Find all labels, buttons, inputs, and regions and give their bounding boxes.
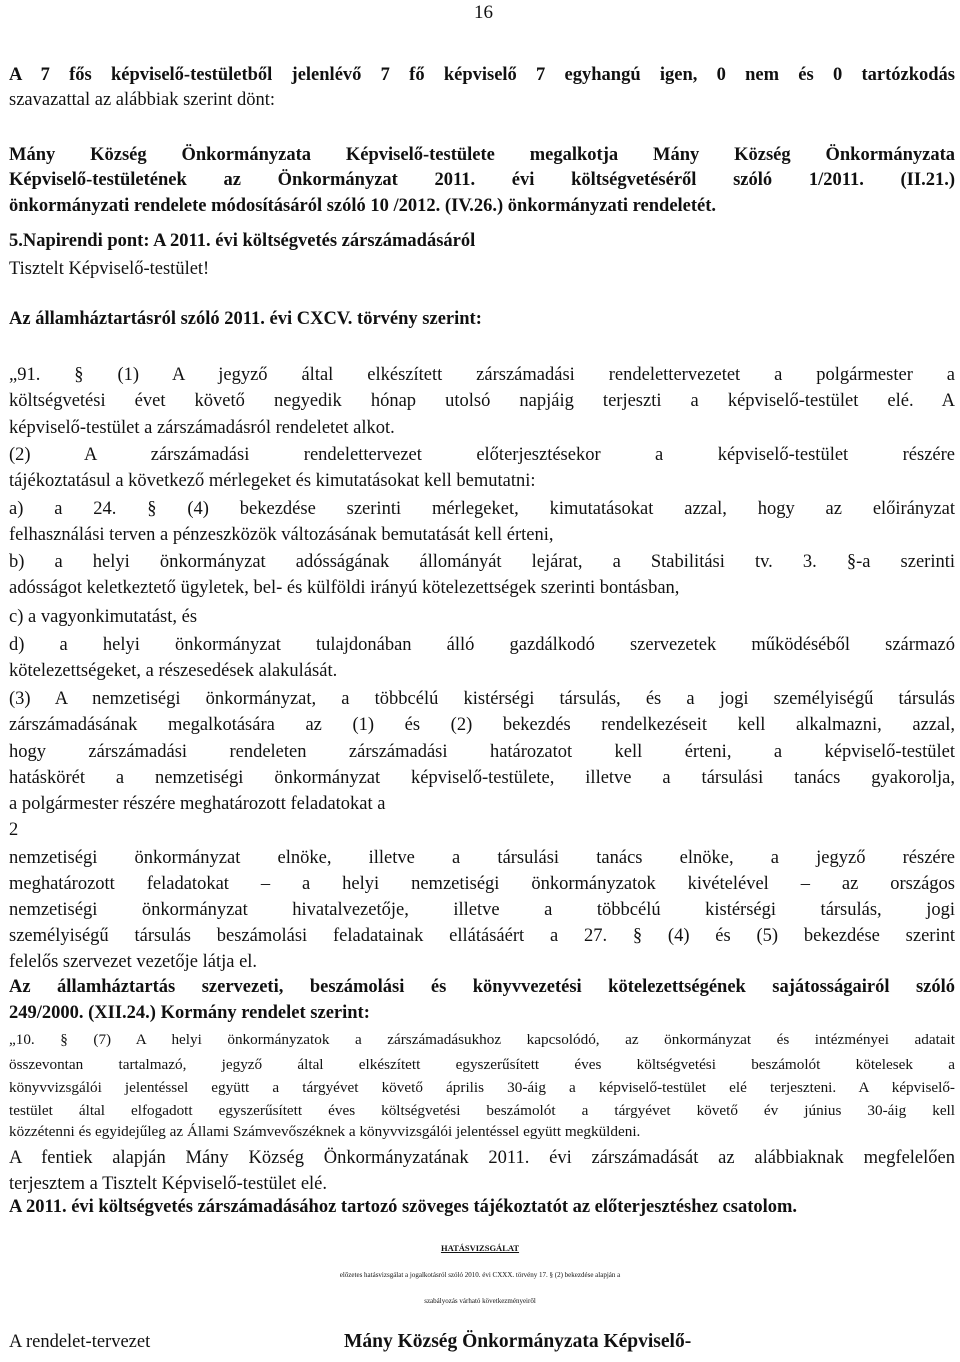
text-line: hogy zárszámadási rendeleten zárszámadási határozatot kell érteni, a képviselő-testület xyxy=(9,742,955,762)
text-line: összevontan tartalmazó, jegyző által elkészített egyszerűsített éves költségvetési beszámolót kötelesek a xyxy=(9,1056,955,1073)
footer-left: A rendelet-tervezet xyxy=(9,1332,151,1352)
text-line: könyvvizsgálói jelentéssel együtt a tárgyévet követő április 30-áig a képviselő-testület elé terjeszteni. A képviselő- xyxy=(9,1079,955,1096)
text-line: terjesztem a Tisztelt Képviselő-testület elé. xyxy=(9,1174,328,1194)
impact-assessment-line: szabályozás várható következményeiről xyxy=(424,1297,536,1305)
text-line: b) a helyi önkormányzat adósságának állományát lejárat, a Stabilitási tv. 3. §-a szerinti xyxy=(9,552,955,572)
impact-assessment-line: előzetes hatásvizsgálat a jogalkotásról szóló 2010. évi CXXX. törvény 17. § (2) bekezdése alapján a xyxy=(339,1271,621,1279)
text-line: a polgármester részére meghatározott feladatokat a xyxy=(9,794,386,814)
text-line: meghatározott feladatokat – a helyi nemzetiségi önkormányzatok kivételével – az országos xyxy=(9,874,955,894)
text-line: A 7 fős képviselő-testületből jelenlévő 7 fő képviselő 7 egyhangú igen, 0 nem és 0 tartózkodás xyxy=(9,65,955,85)
text-line: közzétenni és egyidejűleg az Állami Számvevőszéknek a könyvvizsgálói jelentéssel együtt megküldeni. xyxy=(9,1123,641,1140)
footer-right: Mány Község Önkormányzata Képviselő- xyxy=(344,1331,692,1352)
text-line: képviselő-testület a zárszámadásról rendeletet alkot. xyxy=(9,418,395,438)
text-line: Az államháztartás szervezeti, beszámolási és könyvvezetési kötelezettségének sajátosságairól szóló xyxy=(9,977,955,997)
text-line: nemzetiségi önkormányzat elnöke, illetve a társulási tanács elnöke, a jegyző részére xyxy=(9,848,955,868)
text-line: A fentiek alapján Mány Község Önkormányzatának 2011. évi zárszámadását az alábbiaknak megfelelően xyxy=(9,1148,955,1168)
text-line: (3) A nemzetiségi önkormányzat, a többcélú kistérségi társulás, és a jogi személyiségű társulás xyxy=(9,689,955,709)
text-line: önkormányzati rendelete módosításáról szóló 10 /2012. (IV.26.) önkormányzati rendeletét. xyxy=(9,196,717,216)
text-line: Az államháztartásról szóló 2011. évi CXCV. törvény szerint: xyxy=(9,309,482,329)
page-number: 16 xyxy=(474,2,493,23)
text-line: adósságot keletkeztető ügyletek, bel- és külföldi irányú kötelezettségek szerinti bontásban, xyxy=(9,578,680,598)
text-line: 5.Napirendi pont: A 2011. évi költségvetés zárszámadásáról xyxy=(9,231,476,251)
text-line: költségvetési évet követő negyedik hónap utolsó napjáig terjeszti a képviselő-testület elé. A xyxy=(9,391,955,411)
text-line: Képviselő-testületének az Önkormányzat 2011. évi költségvetéséről szóló 1/2011. (II.21.) xyxy=(9,170,955,190)
text-line: nemzetiségi önkormányzat hivatalvezetője, illetve a többcélú kistérségi társulás, jogi xyxy=(9,900,955,920)
text-line: szavazattal az alábbiak szerint dönt: xyxy=(9,90,276,110)
text-line: tájékoztatásul a következő mérlegeket és kimutatásokat kell bemutatni: xyxy=(9,471,536,491)
text-line: 249/2000. (XII.24.) Kormány rendelet szerint: xyxy=(9,1003,370,1023)
text-line: 2 xyxy=(9,820,19,840)
text-line: Tisztelt Képviselő-testület! xyxy=(9,259,210,279)
text-line: „10. § (7) A helyi önkormányzatok a zárszámadásukhoz kapcsolódó, az önkormányzat és intézményei adatait xyxy=(9,1031,955,1048)
text-line: testület által elfogadott egyszerűsített éves költségvetési beszámolót a tárgyévet követő év június 30-áig kell xyxy=(9,1102,955,1119)
text-line: zárszámadásának megalkotására az (1) és (2) bekezdés rendelkezéseit kell alkalmazni, azzal, xyxy=(9,715,955,735)
text-line: Mány Község Önkormányzata Képviselő-testülete megalkotja Mány Község Önkormányzata xyxy=(9,145,955,165)
text-line: személyiségű társulás beszámolási feladatainak ellátásáért a 27. § (4) és (5) bekezdése szerint xyxy=(9,926,955,946)
text-line: „91. § (1) A jegyző által elkészített zárszámadási rendelettervezetet a polgármester a xyxy=(9,365,955,385)
text-line: felelős szervezet vezetője látja el. xyxy=(9,952,258,972)
text-line: c) a vagyonkimutatást, és xyxy=(9,607,198,627)
text-line: felhasználási terven a pénzeszközök változásának bemutatását kell érteni, xyxy=(9,525,554,545)
text-line: (2) A zárszámadási rendelettervezet előterjesztésekor a képviselő-testület részére xyxy=(9,445,955,465)
text-line: d) a helyi önkormányzat tulajdonában álló gazdálkodó szervezetek működéséből származó xyxy=(9,635,955,655)
impact-assessment-title: HATÁSVIZSGÁLAT xyxy=(440,1243,520,1253)
text-line: a) a 24. § (4) bekezdése szerinti mérlegeket, kimutatásokat azzal, hogy az előirányzat xyxy=(9,499,955,519)
text-line: kötelezettségeket, a részesedések alakulását. xyxy=(9,661,338,681)
text-line: hatáskörét a nemzetiségi önkormányzat képviselő-testülete, illetve a társulási tanács gyakorolja, xyxy=(9,768,955,788)
text-line: A 2011. évi költségvetés zárszámadásához tartozó szöveges tájékoztatót az előterjesztéshez csatolom. xyxy=(9,1197,798,1217)
